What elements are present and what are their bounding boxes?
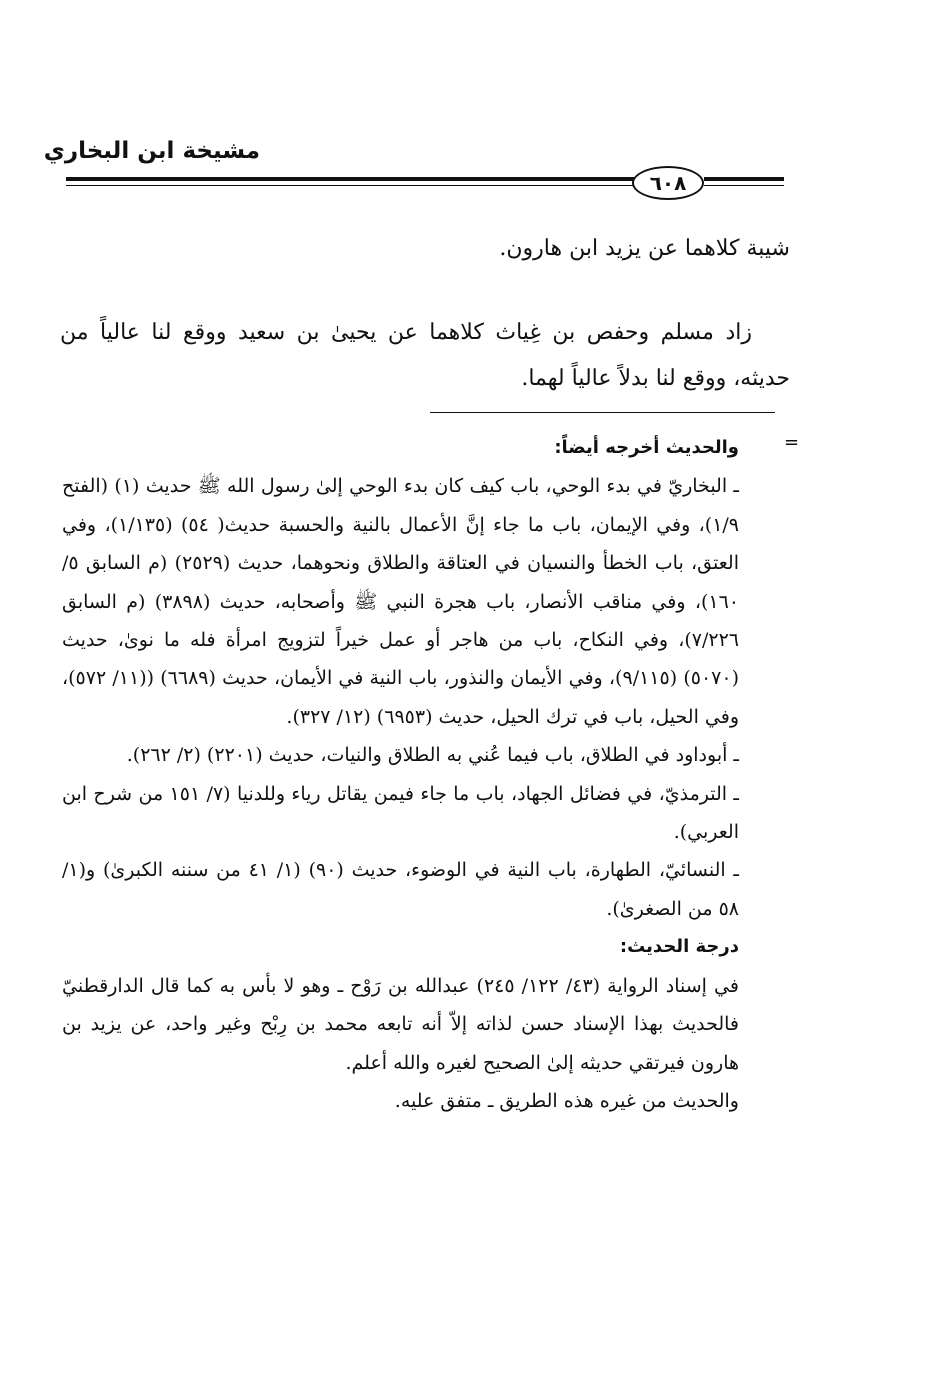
main-paragraph-2: زاد مسلم وحفص بن غِياث كلاهما عن يحيىٰ بن سعيد ووقع لنا عالياً من حديثه، ووقع لنا بدلاً عالياً لهما.	[60, 320, 790, 391]
page-number: ٦٠٨	[632, 166, 704, 200]
footnote-entry-bukhari: ـ البخاريّ في بدء الوحي، باب كيف كان بدء الوحي إلىٰ رسول الله ﷺ حديث (١) (الفتح ١/٩)، وفي الإيمان، باب ما جاء إنَّ الأعمال بالنية والحسبة حديث( ٥٤) (١/١٣٥)، وفي العتق، باب الخطأ والنسيان في العتاقة والطلاق ونحوهما، حديث (٢٥٢٩) (م السابق ٥/ ١٦٠)، وفي مناقب الأنصار، باب هجرة النبي ﷺ وأصحابه، حديث (٣٨٩٨) (م السابق ٧/٢٢٦)، وفي النكاح، باب من هاجر أو عمل خيراً لتزويج امرأة فله ما نوىٰ، حديث (٥٠٧٠) (٩/١١٥)، وفي الأيمان والنذور، باب النية في الأيمان، حديث (٦٦٨٩) ((١١/ ٥٧٢)، وفي الحيل، باب في ترك الحيل، حديث (٦٩٥٣) (١٢/ ٣٢٧).	[62, 475, 740, 728]
header-rule-left	[66, 177, 634, 181]
footnote-entry-abudawud: ـ أبوداود في الطلاق، باب فيما عُني به الطلاق والنيات، حديث (٢٢٠١) (٢/ ٢٦٢).	[126, 744, 739, 767]
footnote-heading: والحديث أخرجه أيضاً:	[554, 437, 739, 458]
footnote-closing: والحديث من غيره هذه الطريق ـ متفق عليه.	[394, 1089, 739, 1112]
header-rule-right	[704, 177, 784, 181]
header-rule-right-thin	[704, 185, 784, 186]
footnote-entry-nasai: ـ النسائيّ، الطهارة، باب النية في الوضوء، حديث (٩٠) (١/ ٤١ من سننه الكبرىٰ) و(١/ ٥٨ من الصغرىٰ).	[62, 859, 739, 920]
footnotes-block	[62, 429, 739, 1120]
running-header-title: مشيخة ابن البخاري	[43, 138, 260, 164]
footnote-separator	[430, 412, 775, 413]
footnote-continuation-mark: =	[784, 432, 800, 453]
hadith-grade-heading: درجة الحديث:	[619, 936, 739, 958]
hadith-grade-text: في إسناد الرواية (٤٣/ ١٢٢/ ٢٤٥) عبدالله بن رَوْح ـ وهو لا بأس به كما قال الدارقطنيّ فالحديث بهذا الإسناد حسن لذاته إلاّ أنه تابعه محمد بن رِبْح وغير واحد، عن يزيد بن هارون فيرتقي حديثه إلىٰ الصحيح لغيره والله أعلم.	[62, 974, 739, 1074]
main-paragraph-1: شيبة كلاهما عن يزيد ابن هارون.	[499, 236, 790, 261]
header-rule-left-thin	[66, 185, 634, 186]
footnote-entry-tirmidhi: ـ الترمذيّ، في فضائل الجهاد، باب ما جاء فيمن يقاتل رياء وللدنيا (٧/ ١٥١ من شرح ابن العربي).	[62, 782, 739, 844]
